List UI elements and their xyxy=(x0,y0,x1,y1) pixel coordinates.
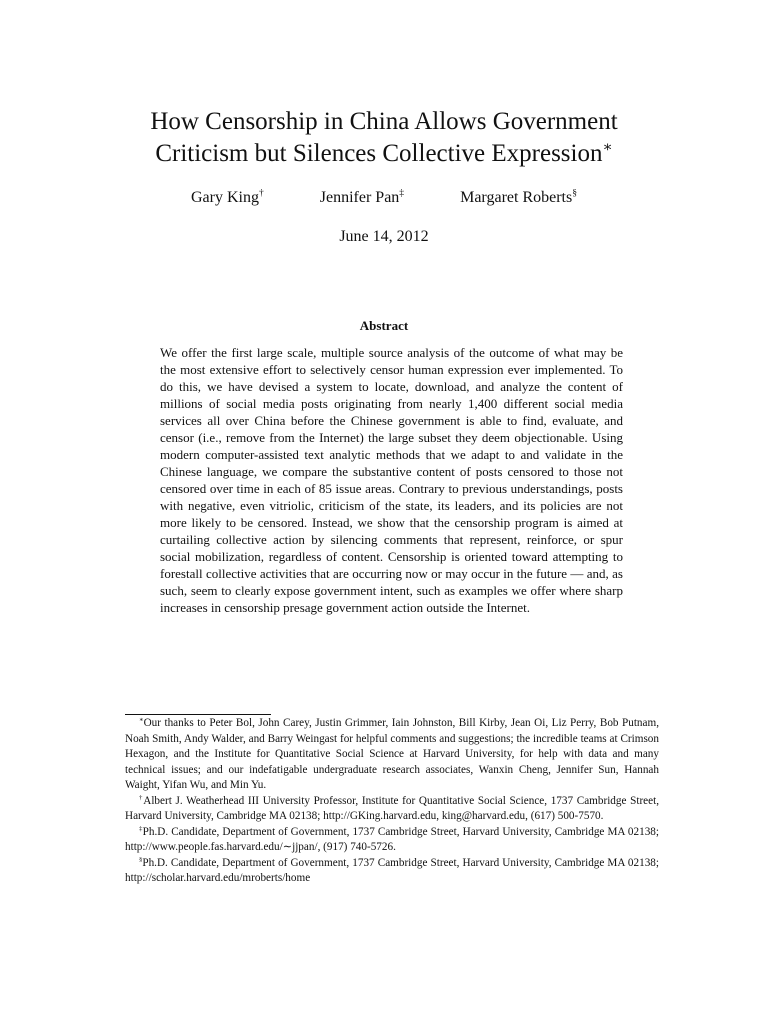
author-name: Margaret Roberts xyxy=(460,189,573,206)
author-footnote-mark: † xyxy=(258,187,264,199)
author-jennifer-pan xyxy=(320,189,404,207)
footnote-text: Ph.D. Candidate, Department of Government, 1737 Cambridge Street, Harvard University, Cambridge MA 02138; http://scholar.harvard.edu/mroberts/home xyxy=(125,856,659,884)
footnote-text: Albert J. Weatherhead III University Professor, Institute for Quantitative Social Science, 1737 Cambridge Street, Harvard University, Cambridge MA 02138; http://GKing.harvard.edu, king@harvard.edu, (617) 500-7570. xyxy=(125,794,660,822)
paper-title xyxy=(0,106,768,170)
footnote-margaret-roberts xyxy=(125,856,659,887)
footnote-text: Ph.D. Candidate, Department of Government, 1737 Cambridge Street, Harvard University, Cambridge MA 02138; http://www.people.fas.harvard.edu/∼jjpan/, (917) 740-5726. xyxy=(125,825,660,853)
footnote-jennifer-pan xyxy=(125,825,659,856)
footnote-acknowledgements xyxy=(125,716,659,794)
footnote-mark: ‡ xyxy=(139,824,143,832)
abstract-heading: Abstract xyxy=(359,318,409,333)
title-line-1: How Censorship in China Allows Government xyxy=(150,108,618,135)
author-gary-king xyxy=(191,189,264,207)
author-name: Gary King xyxy=(190,189,259,206)
author-list xyxy=(0,189,768,207)
author-name: Jennifer Pan xyxy=(319,189,400,206)
author-margaret-roberts xyxy=(460,189,577,207)
footnotes xyxy=(125,716,659,887)
author-footnote-mark: ‡ xyxy=(399,187,405,199)
footnote-mark: ∗ xyxy=(139,716,144,724)
footnote-text: Our thanks to Peter Bol, John Carey, Justin Grimmer, Iain Johnston, Bill Kirby, Jean Oi, Liz Perry, Bob Putnam, Noah Smith, Andy Walder, and Barry Weingast for helpful comments and suggestions; the incredible teams at Crimson Hexagon, and the Institute for Quantitative Social Science at Harvard University, for help with data and many technical issues; and our indefatigable undergraduate research associates, Wanxin Cheng, Jennifer Sun, Hannah Waight, Yifan Wu, and Min Yu. xyxy=(125,717,659,791)
footnote-mark: † xyxy=(139,793,144,801)
footnote-mark: § xyxy=(139,855,143,863)
title-line-2-text: Criticism but Silences Collective Expression xyxy=(155,140,603,167)
footnote-divider xyxy=(125,714,271,715)
abstract-body: We offer the first large scale, multiple source analysis of the outcome of what may be the most extensive effort to selectively censor human expression ever implemented. To do this, we have devised a system to locate, download, and analyze the content of millions of social media posts originating from nearly 1,400 different social media services all over China before the Chinese government is able to find, evaluate, and censor (i.e., remove from the Internet) the large subset they deem objectionable. Using modern computer-assisted text analytic methods that we adapt to and validate in the Chinese language, we compare the substantive content of posts censored to those not censored over time in each of 85 issue areas. Contrary to previous understandings, posts with negative, even vitriolic, criticism of the state, its leaders, and its policies are not more likely to be censored. Instead, we show that the censorship program is aimed at curtailing collective action by silencing comments that represent, reinforce, or spur social mobilization, regardless of content. Censorship is oriented toward attempting to forestall collective activities that are occurring now or may occur in the future — and, as such, seem to clearly expose government intent, such as examples we offer where sharp increases in censorship presage government action outside the Internet. xyxy=(160,345,623,615)
title-line-2 xyxy=(0,138,768,170)
footnote-gary-king xyxy=(125,794,659,825)
paper-date: June 14, 2012 xyxy=(339,228,429,245)
author-footnote-mark: § xyxy=(572,187,578,199)
title-footnote-mark: ∗ xyxy=(602,139,613,156)
